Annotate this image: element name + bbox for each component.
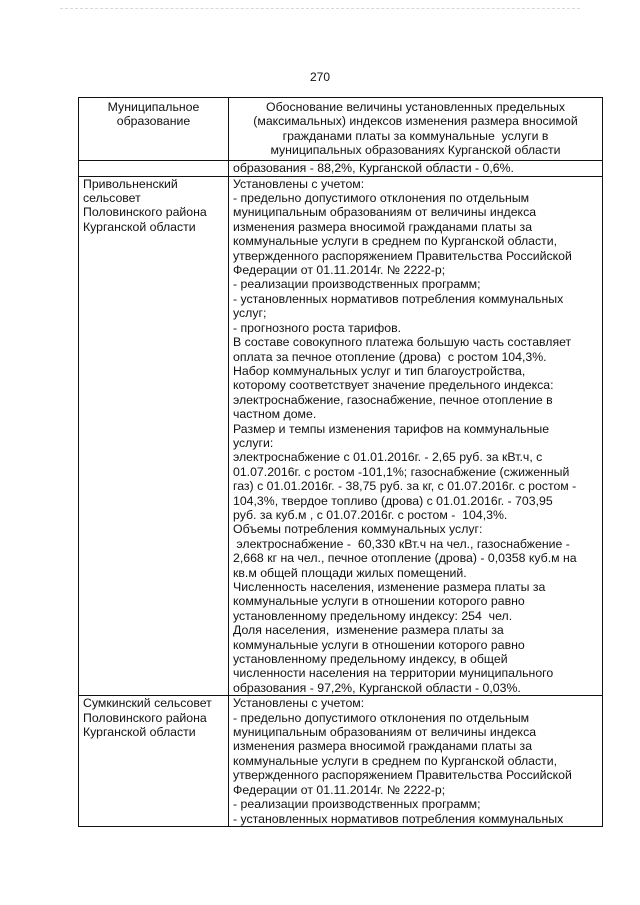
justification-line: - прогнозного роста тарифов. [233,320,402,335]
justification-line: 01.07.2016г. с ростом -101,1%; газоснабжение (сжиженный [233,464,570,479]
table-row [79,176,603,696]
table-row [79,696,603,827]
scan-artifact-line [60,8,580,9]
justification-line: - реализации производственных программ; [233,797,481,812]
justification-line: Размер и темпы изменения тарифов на коммунальные [233,421,550,436]
justification-line: - предельно допустимого отклонения по отдельным [233,191,530,206]
justification-line: кв.м общей площади жилых помещений. [233,565,467,580]
justification-line: частном доме. [233,407,317,422]
justification-line: утвержденного распоряжением Правительства Российской [233,248,572,263]
justification-line: услуги: [233,435,274,450]
municipality-line: Привольненский [83,176,178,191]
justification-line: электроснабжение, газоснабжение, печное отопление в [233,392,553,407]
justification-line: - предельно допустимого отклонения по отдельным [233,710,530,725]
justification-line: электроснабжение с 01.01.2016г. - 2,65 руб. за кВт.ч, с [233,450,543,465]
justification-line: В составе совокупного платежа большую часть составляет [233,335,572,350]
justification-line: Установлены с учетом: [233,176,365,191]
municipality-cell [79,176,229,696]
continuation-empty-cell [79,160,229,176]
justification-line: коммунальные услуги в отношении которого равно [233,594,525,609]
municipality-line: Курганской области [83,725,196,740]
justification-line: электроснабжение - 60,330 кВт.ч на чел., газоснабжение - [233,536,570,551]
header-line: Муниципальное [107,100,200,114]
page-number: 270 [309,70,331,84]
header-line: гражданами платы за коммунальные услуги в [282,128,549,143]
header-justification [229,98,603,161]
justification-line: коммунальные услуги в среднем по Курганской области, [233,234,558,249]
continuation-cell [229,160,603,176]
justification-line: 104,3%, твердое топливо (дрова) с 01.01.2016г. - 703,95 [233,493,553,508]
justification-cell [229,696,603,827]
justification-line: муниципальным образованиям от величины индекса [233,725,537,740]
continuation-row [79,160,603,176]
justification-line: установленному предельному индексу, в общей [233,652,508,667]
justification-cell [229,176,603,696]
justification-line: Установлены с учетом: [233,696,365,711]
justification-line: изменения размера вносимой гражданами платы за [233,739,533,754]
tariff-index-table [78,97,603,827]
continuation-text: образования - 88,2%, Курганской области - 0,6%. [233,160,514,175]
justification-line: коммунальные услуги в отношении которого равно [233,637,525,652]
justification-line: газ) с 01.01.2016г. - 38,75 руб. за кг, с 01.07.2016г. с ростом - [233,479,577,494]
justification-line: изменения размера вносимой гражданами платы за [233,219,533,234]
justification-line: - установленных нормативов потребления коммунальных [233,811,564,826]
justification-line: Набор коммунальных услуг и тип благоустройства, [233,363,526,378]
header-line: муниципальных образованиях Курганской области [270,143,561,158]
municipality-cell [79,696,229,827]
justification-line: Объемы потребления коммунальных услуг: [233,522,483,537]
justification-line: установленному предельному индексу: 254 чел. [233,608,513,623]
justification-line: которому соответствует значение предельного индекса: [233,378,554,393]
justification-line: Доля населения, изменение размера платы за [233,623,504,638]
justification-line: Федерации от 01.11.2014г. № 2222-р; [233,782,446,797]
justification-line: Федерации от 01.11.2014г. № 2222-р; [233,263,446,278]
justification-line: утвержденного распоряжением Правительства Российской [233,768,572,783]
justification-line: - установленных нормативов потребления коммунальных [233,291,564,306]
justification-line: 2,668 кг на чел., печное отопление (дрова) - 0,0358 куб.м на [233,551,577,566]
justification-line: образования - 97,2%, Курганской области - 0,03%. [233,680,521,695]
justification-line: руб. за куб.м , с 01.07.2016г. с ростом - 104,3%. [233,507,508,522]
justification-line: - реализации производственных программ; [233,277,481,292]
municipality-line: Половинского района [83,205,207,220]
municipality-line: Сумкинский сельсовет [83,696,212,711]
header-municipality [79,98,229,161]
justification-line: численности населения на территории муниципального [233,666,554,681]
municipality-line: сельсовет [83,191,141,206]
justification-line: коммунальные услуги в среднем по Курганской области, [233,753,558,768]
header-line: образование [116,114,191,129]
header-line: Обоснование величины установленных предельных [266,100,565,114]
justification-line: услуг; [233,306,267,321]
municipality-line: Курганской области [83,219,196,234]
justification-line: оплата за печное отопление (дрова) с ростом 104,3%. [233,349,547,364]
justification-line: муниципальным образованиям от величины индекса [233,205,537,220]
justification-line: Численность населения, изменение размера платы за [233,580,546,594]
header-line: (максимальных) индексов изменения размера вносимой [253,114,578,129]
municipality-line: Половинского района [83,710,207,725]
table-header-row [79,98,603,161]
